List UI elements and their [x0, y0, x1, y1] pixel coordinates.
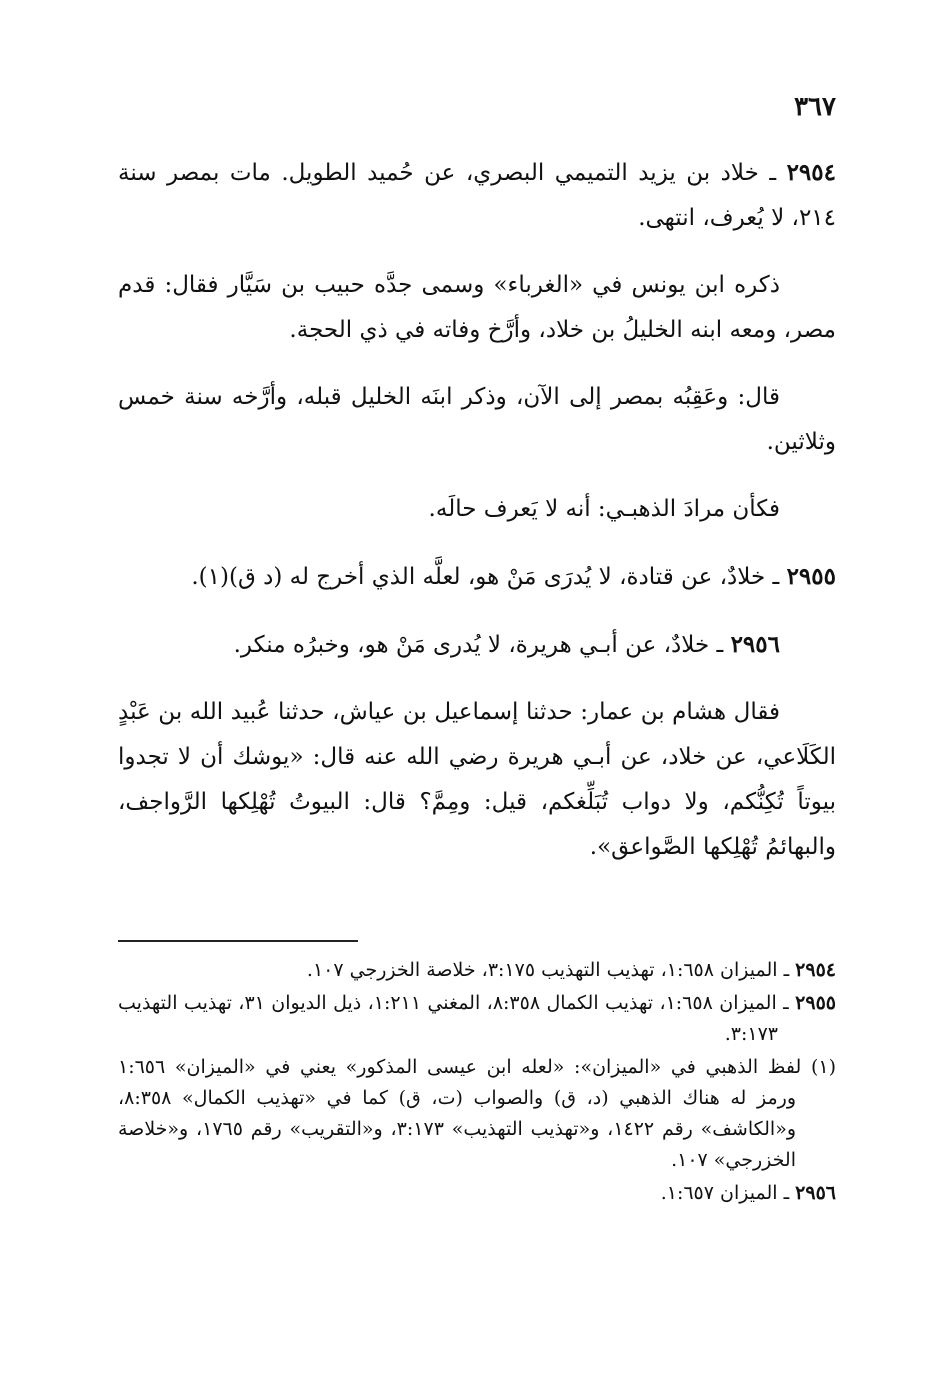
footnote-text: لفظ الذهبي في «الميزان»: «لعله ابن عيسى المذكور» يعني في «الميزان» ١:٦٥٦ ورمز له هناك الذهبي (د، ق) والصواب (ت، ق) كما في «تهذيب الكمال» ٨:٣٥٨، و«الكاشف» رقم ١٤٢٢، و«تهذيب التهذيب» ٣:١٧٣، و«التقريب» رقم ١٧٦٥، و«خلاصة الخزرجي» ١٠٧. [118, 1056, 811, 1171]
entry-text: ـ خلاد بن يزيد التميمي البصري، عن حُميد الطويل. مات بمصر سنة ٢١٤، لا يُعرف، انتهى. [118, 160, 836, 231]
entry-2955 [118, 554, 836, 600]
footnote-2955 [118, 988, 836, 1050]
entry-2956 [118, 622, 836, 668]
paragraph: فكأن مرادَ الذهبـي: أنه لا يَعرف حالَه. [428, 496, 780, 522]
entry-text: ـ خلادٌ، عن قتادة، لا يُدرَى مَنْ هو، لعلَّه الذي أخرج له (د ق)(١). [191, 564, 787, 590]
entry-2954 [118, 150, 836, 241]
footnote-2956 [118, 1178, 836, 1209]
footnote-number: ٢٩٥٥ [795, 992, 836, 1014]
paragraph: ذكره ابن يونس في «الغرباء» وسمى جدَّه حبيب بن سَيَّار فقال: قدم مصر، ومعه ابنه الخليلُ بن خلاد، وأرَّخ وفاته في ذي الحجة. [118, 272, 836, 343]
entry-number: ٢٩٥٥ [786, 563, 836, 590]
footnote-1 [118, 1052, 836, 1176]
entry-number: ٢٩٥٤ [786, 159, 836, 186]
footnote-2954 [118, 955, 836, 986]
footnote-divider [118, 940, 358, 942]
entry-text: ـ خلادٌ، عن أبـي هريرة، لا يُدرى مَنْ هو، وخبرُه منكر. [233, 632, 731, 658]
paragraph: قال: وعَقِبُه بمصر إلى الآن، وذكر ابنَه الخليل قبله، وأرَّخه سنة خمس وثلاثين. [118, 384, 836, 455]
page-number: ٣٦٧ [794, 92, 836, 122]
entry-number: ٢٩٥٦ [730, 631, 780, 658]
footnote-number: (١) [810, 1056, 836, 1078]
footnote-text: ـ الميزان ١:٦٥٨، تهذيب التهذيب ٣:١٧٥، خلاصة الخزرجي ١٠٧. [306, 959, 796, 981]
footnote-text: ـ الميزان ١:٦٥٨، تهذيب الكمال ٨:٣٥٨، المغني ١:٢١١، ذيل الديوان ٣١، تهذيب التهذيب ٣:١٧٣. [118, 992, 796, 1045]
footnote-number: ٢٩٥٦ [795, 1182, 836, 1204]
footnotes [118, 955, 836, 1211]
main-text [118, 150, 836, 892]
footnote-number: ٢٩٥٤ [795, 959, 836, 981]
book-page [118, 0, 836, 1377]
footnote-text: ـ الميزان ١:٦٥٧. [660, 1182, 796, 1204]
paragraph: فقال هشام بن عمار: حدثنا إسماعيل بن عياش، حدثنا عُبيد الله بن عَبْدٍ الكَلَاعي، عن خلاد، عن أبـي هريرة رضي الله عنه قال: «يوشك أن لا تجدوا بيوتاً تُكِنُّكم، ولا دواب تُبَلِّغكم، قيل: ومِمَّ؟ قال: البيوتُ تُهْلِكها الرَّواجف، والبهائمُ تُهْلِكها الصَّواعق». [118, 699, 836, 860]
